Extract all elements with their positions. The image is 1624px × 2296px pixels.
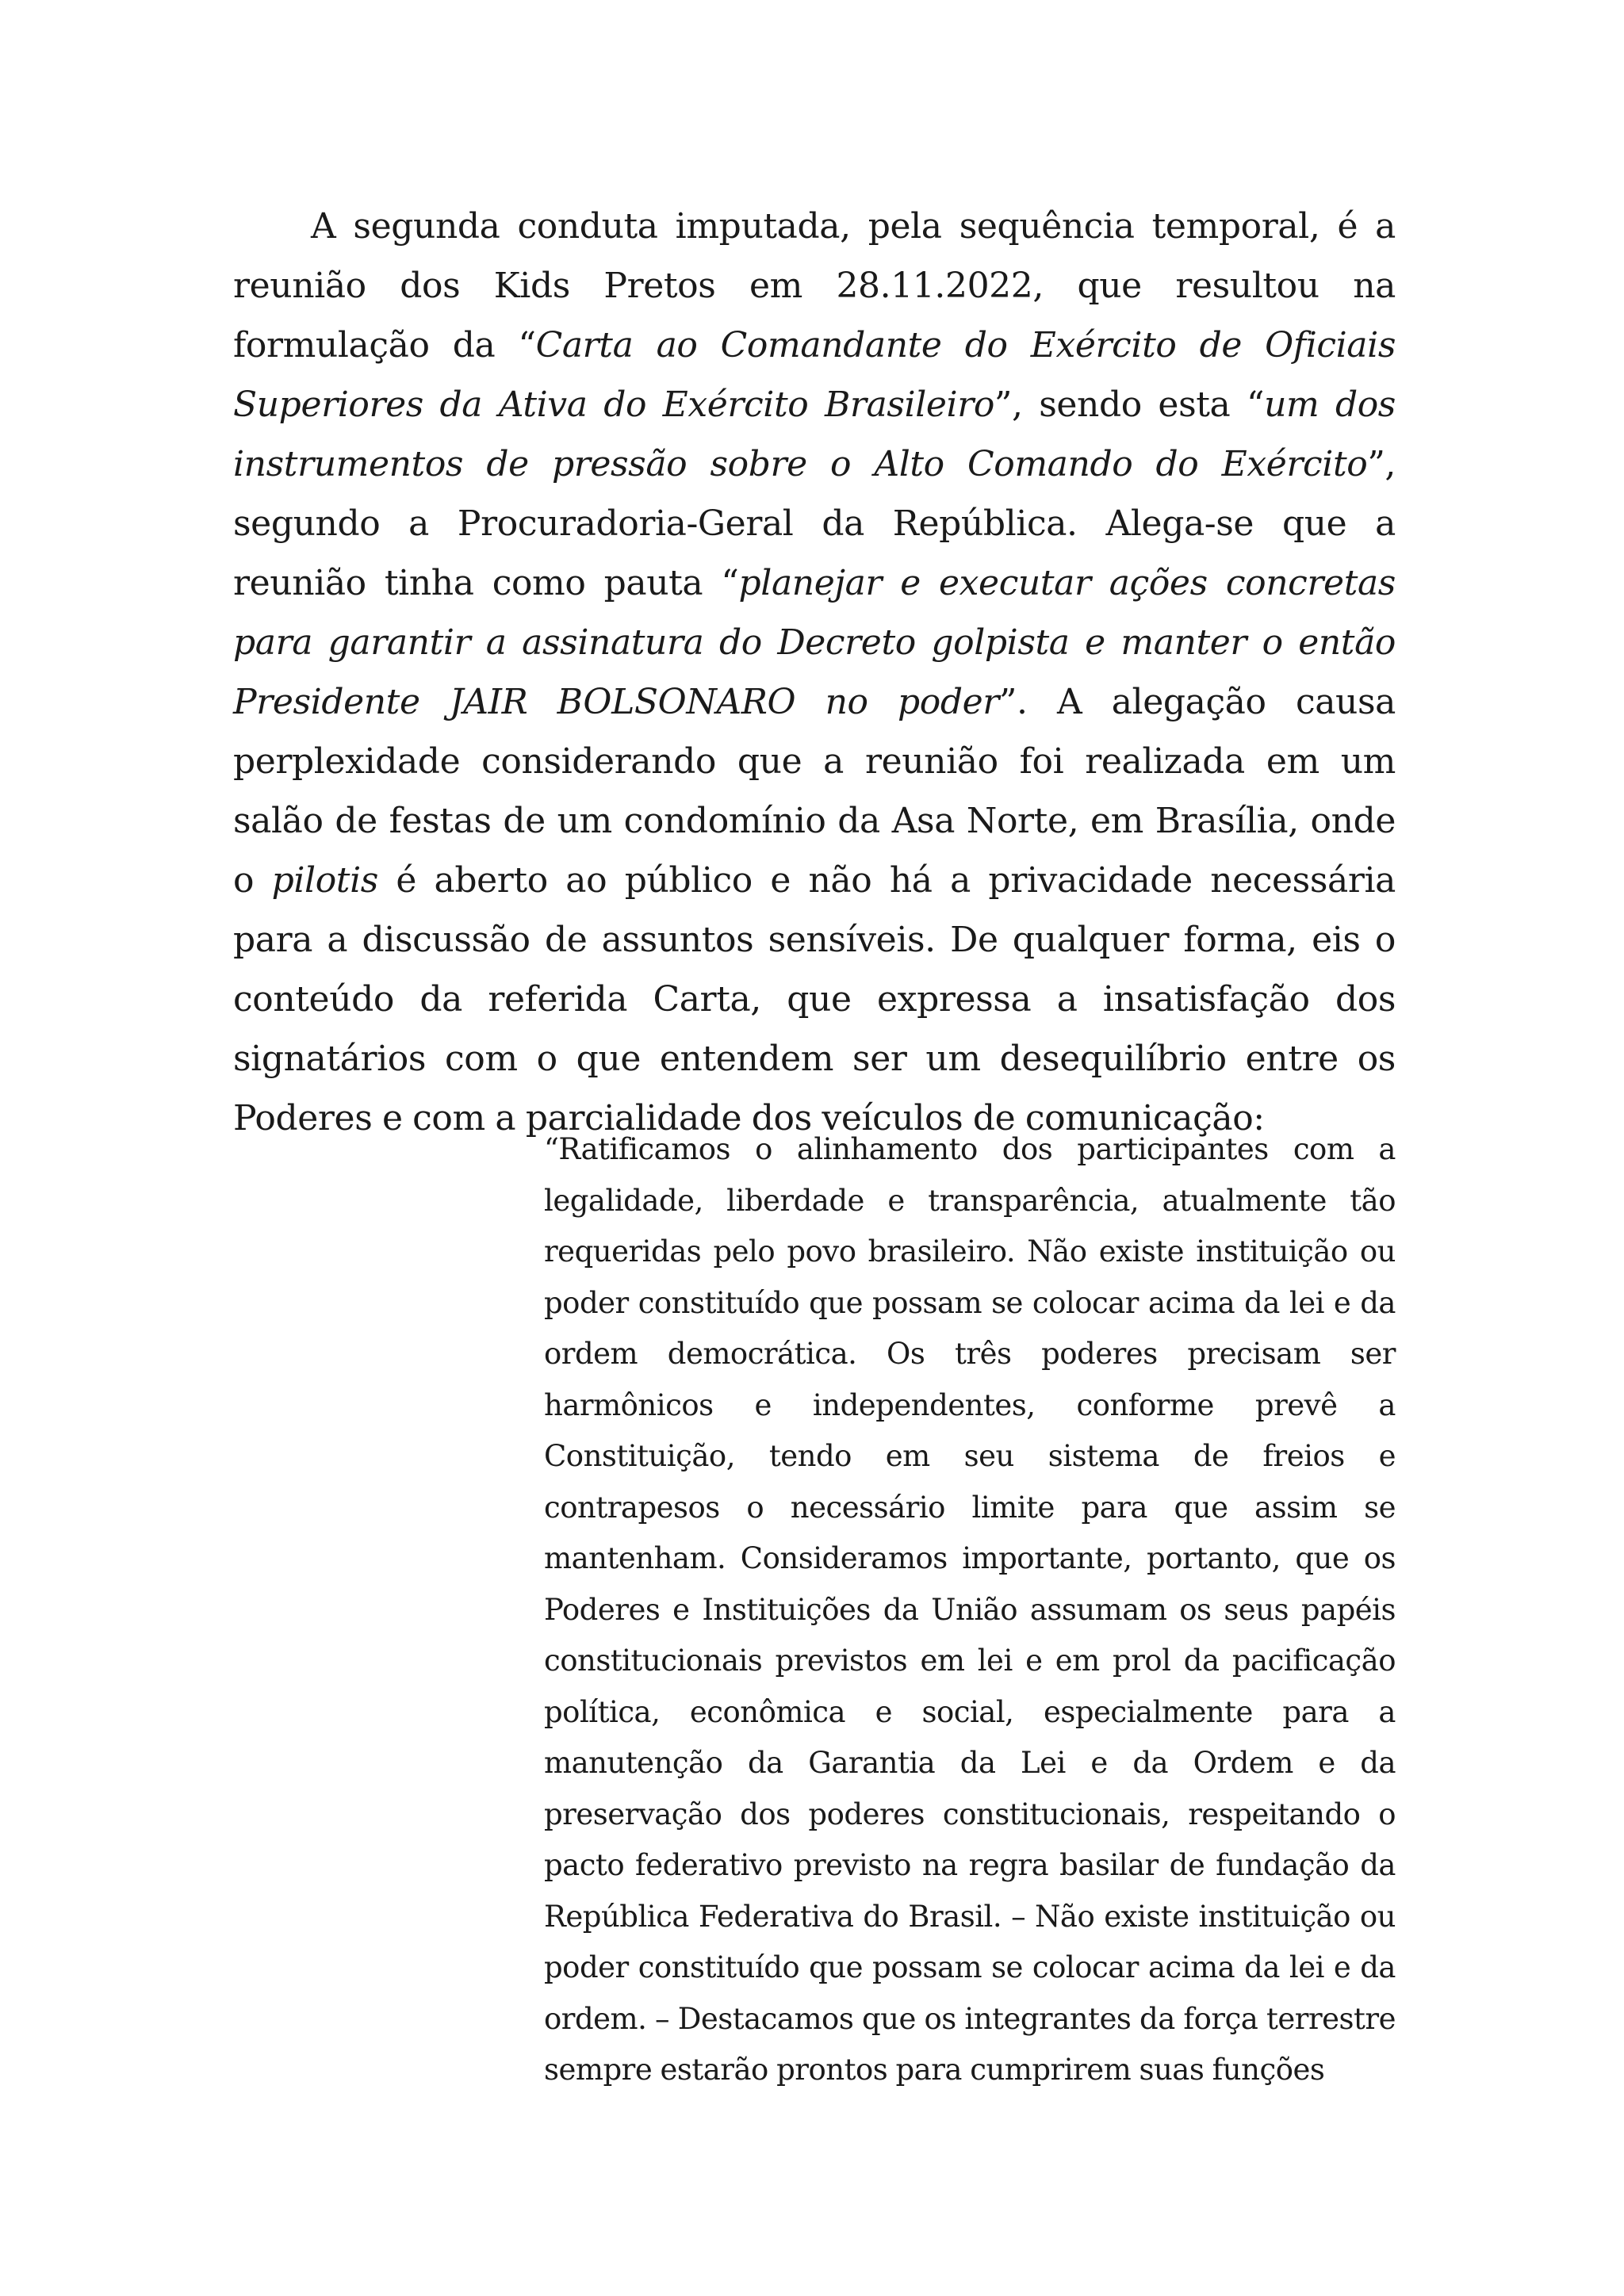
italic-quote-agenda: planejar e executar ações concretas para garantir a assinatura do Decreto golpista e manter o então Presidente JAIR BOLSONARO no poder: [233, 563, 1396, 722]
main-paragraph: [233, 197, 1396, 1148]
block-quote: “Ratificamos o alinhamento dos participantes com a legalidade, liberdade e transparência, atualmente tão requeridas pelo povo brasileiro. Não existe instituição ou poder constituído que possam se colocar acima da lei e da ordem democrática. Os três poderes precisam ser harmônicos e independentes, conforme prevê a Constituição, tendo em seu sistema de freios e contrapesos o necessário limite para que assim se mantenham. Consideramos importante, portanto, que os Poderes e Instituições da União assumam os seus papéis constitucionais previstos em lei e em prol da pacificação política, econômica e social, especialmente para a manutenção da Garantia da Lei e da Ordem e da preservação dos poderes constitucionais, respeitando o pacto federativo previsto na regra basilar de fundação da República Federativa do Brasil. – Não existe instituição ou poder constituído que possam se colocar acima da lei e da ordem. – Destacamos que os integrantes da força terrestre sempre estarão prontos para cumprirem suas funções: [544, 1132, 1396, 2087]
italic-term-pilotis: pilotis: [271, 860, 378, 901]
italic-quote-letter-title: Carta ao Comandante do Exército de Oficiais Superiores da Ativa do Exército Brasileiro: [233, 325, 1396, 425]
main-text-segment: A segunda conduta imputada, pela sequência temporal, é a reunião dos Kids Pretos em 28.11.2022, que resultou na formulação da “: [233, 206, 1396, 365]
main-text-segment: ”, segundo a Procuradoria-Geral da República. Alega-se que a reunião tinha como pauta “: [233, 444, 1396, 603]
main-text-segment: ”, sendo esta “: [994, 385, 1265, 425]
italic-quote-pressure: um dos instrumentos de pressão sobre o Alto Comando do Exército: [233, 385, 1396, 484]
main-text-segment: ”. A alegação causa perplexidade considerando que a reunião foi realizada em um salão de festas de um condomínio da Asa Norte, em Brasília, onde o: [233, 682, 1396, 901]
main-text-segment: é aberto ao público e não há a privacidade necessária para a discussão de assuntos sensíveis. De qualquer forma, eis o conteúdo da referida Carta, que expressa a insatisfação dos signatários com o que entendem ser um desequilíbrio entre os Poderes e com a parcialidade dos veículos de comunicação:: [233, 860, 1396, 1138]
